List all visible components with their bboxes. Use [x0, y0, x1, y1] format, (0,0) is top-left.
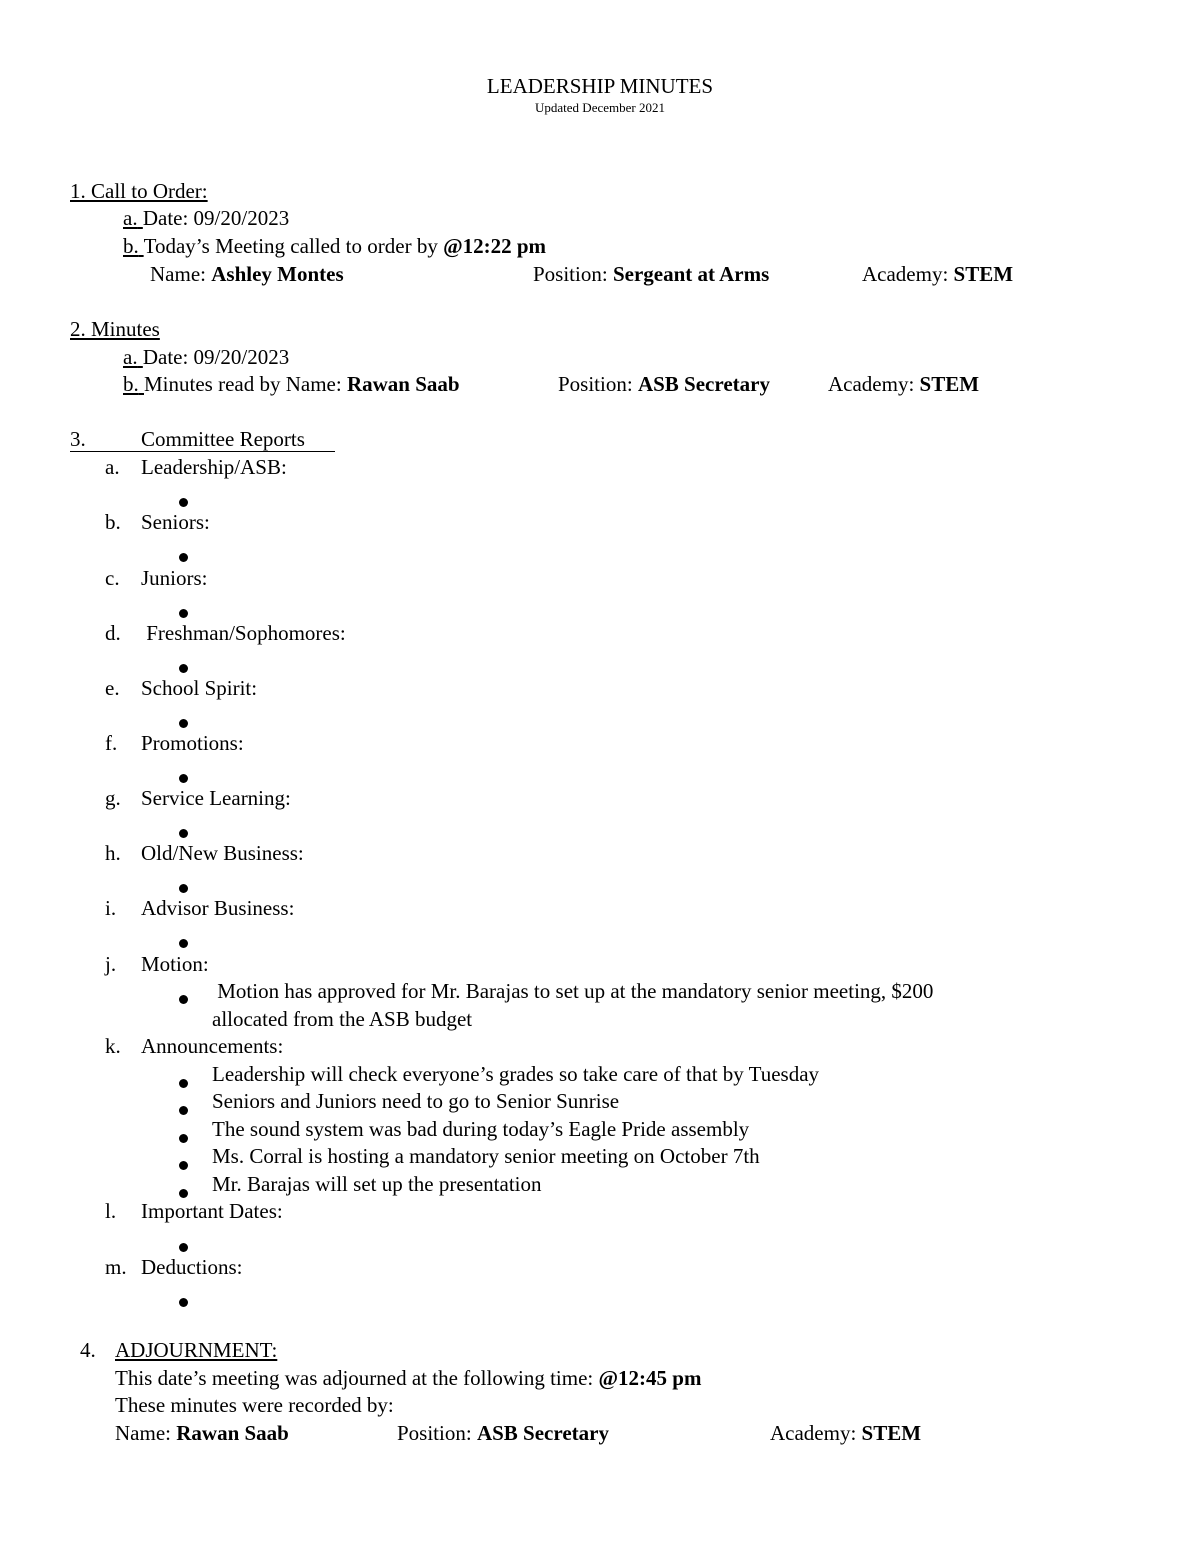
announcement-item: Mr. Barajas will set up the presentation — [212, 1172, 542, 1196]
minutes-date: Date: 09/20/2023 — [142, 345, 290, 369]
recorded-by-line: These minutes were recorded by: — [115, 1393, 394, 1417]
committee-item-label: Seniors: — [141, 510, 210, 534]
committee-item-label: Freshman/Sophomores: — [141, 621, 346, 645]
read-by-text: Minutes read by Name: — [144, 372, 347, 396]
committee-letter: l. — [105, 1199, 117, 1223]
committee-letter: j. — [105, 952, 117, 976]
committee-item-label: Old/New Business: — [141, 841, 304, 865]
academy-label: Academy: — [770, 1421, 862, 1445]
bullet — [179, 490, 188, 511]
committee-item-label: Service Learning: — [141, 786, 291, 810]
committee-letter: b. — [105, 510, 121, 534]
committee-letter: c. — [105, 566, 120, 590]
position-value: ASB Secretary — [637, 372, 770, 396]
committee-item-label: Promotions: — [141, 731, 244, 755]
bullet — [179, 766, 188, 787]
bullet — [179, 876, 188, 897]
bullet — [179, 601, 188, 622]
bullet — [179, 1235, 188, 1256]
motion-text: Motion has approved for Mr. Barajas to set up at the mandatory senior meeting, $200 — [212, 979, 934, 1003]
bullet — [179, 545, 188, 566]
call-to-order-name — [150, 264, 344, 285]
committee-item-label: School Spirit: — [141, 676, 258, 700]
adjournment-position — [397, 1423, 609, 1444]
adjournment-heading: ADJOURNMENT: — [115, 1338, 278, 1362]
name-label: Name: — [115, 1421, 177, 1445]
minutes-academy — [828, 374, 979, 395]
committee-item-label: Deductions: — [141, 1255, 243, 1279]
name-value: Rawan Saab — [346, 372, 460, 396]
bullet — [179, 1290, 188, 1311]
academy-value: STEM — [953, 262, 1014, 286]
minutes-read-by-line — [123, 374, 460, 395]
adjournment-academy — [770, 1423, 921, 1444]
academy-label: Academy: — [828, 372, 920, 396]
item-letter: a. — [123, 345, 138, 369]
academy-value: STEM — [861, 1421, 922, 1445]
called-text: Today’s Meeting called to order by — [143, 234, 444, 258]
announcement-item: Leadership will check everyone’s grades so take care of that by Tuesday — [212, 1062, 820, 1086]
section-number: 3. — [70, 427, 86, 451]
position-value: Sergeant at Arms — [612, 262, 770, 286]
bullet — [179, 987, 188, 1008]
document-subtitle: Updated December 2021 — [535, 100, 665, 115]
item-letter: b. — [123, 234, 139, 258]
committee-letter: f. — [105, 731, 118, 755]
name-label: Name: — [150, 262, 212, 286]
position-label: Position: — [533, 262, 613, 286]
committee-item-label: Leadership/ASB: — [141, 455, 287, 479]
announcement-item: The sound system was bad during today’s Eagle Pride assembly — [212, 1117, 750, 1141]
motion-text-continued: allocated from the ASB budget — [212, 1007, 473, 1031]
adjournment-number: 4. — [80, 1338, 96, 1362]
minutes-position — [558, 374, 770, 395]
announcement-item: Ms. Corral is hosting a mandatory senior meeting on October 7th — [212, 1144, 760, 1168]
call-to-order-called-line — [123, 236, 546, 257]
section-title: Committee Reports — [141, 427, 305, 451]
committee-letter: k. — [105, 1034, 121, 1058]
bullet — [179, 1126, 188, 1147]
committee-letter: g. — [105, 786, 121, 810]
adjournment-name — [115, 1423, 289, 1444]
committee-letter: m. — [105, 1255, 127, 1279]
academy-value: STEM — [919, 372, 980, 396]
minutes-date-line — [123, 347, 289, 368]
adjournment-time-line — [115, 1368, 701, 1389]
name-value: Rawan Saab — [176, 1421, 289, 1445]
item-letter: a. — [123, 206, 138, 230]
committee-heading — [70, 429, 335, 452]
bullet — [179, 711, 188, 732]
position-label: Position: — [397, 1421, 477, 1445]
minutes-heading: 2. Minutes — [70, 317, 160, 341]
announcement-item: Seniors and Juniors need to go to Senior Sunrise — [212, 1089, 620, 1113]
bullet — [179, 1071, 188, 1092]
adjourned-text: This date’s meeting was adjourned at the following time: — [115, 1366, 599, 1390]
call-to-order-academy — [862, 264, 1013, 285]
call-to-order-heading: 1. Call to Order: — [70, 179, 208, 203]
committee-letter: d. — [105, 621, 121, 645]
committee-item-label: Announcements: — [141, 1034, 284, 1058]
item-letter: b. — [123, 372, 139, 396]
called-time: @12:22 pm — [443, 234, 547, 258]
position-label: Position: — [558, 372, 638, 396]
committee-letter: e. — [105, 676, 120, 700]
name-value: Ashley Montes — [211, 262, 344, 286]
position-value: ASB Secretary — [476, 1421, 609, 1445]
document-title: LEADERSHIP MINUTES — [486, 74, 714, 98]
bullet — [179, 821, 188, 842]
committee-item-label: Juniors: — [141, 566, 208, 590]
adjourned-time: @12:45 pm — [598, 1366, 702, 1390]
committee-item-label: Motion: — [141, 952, 209, 976]
academy-label: Academy: — [862, 262, 954, 286]
committee-letter: h. — [105, 841, 121, 865]
committee-item-label: Advisor Business: — [141, 896, 295, 920]
call-to-order-date: Date: 09/20/2023 — [142, 206, 290, 230]
committee-letter: a. — [105, 455, 120, 479]
committee-letter: i. — [105, 896, 117, 920]
bullet — [179, 931, 188, 952]
bullet — [179, 1098, 188, 1119]
call-to-order-date-line — [123, 208, 289, 229]
bullet — [179, 1153, 188, 1174]
committee-item-label: Important Dates: — [141, 1199, 283, 1223]
call-to-order-position — [533, 264, 769, 285]
bullet — [179, 656, 188, 677]
